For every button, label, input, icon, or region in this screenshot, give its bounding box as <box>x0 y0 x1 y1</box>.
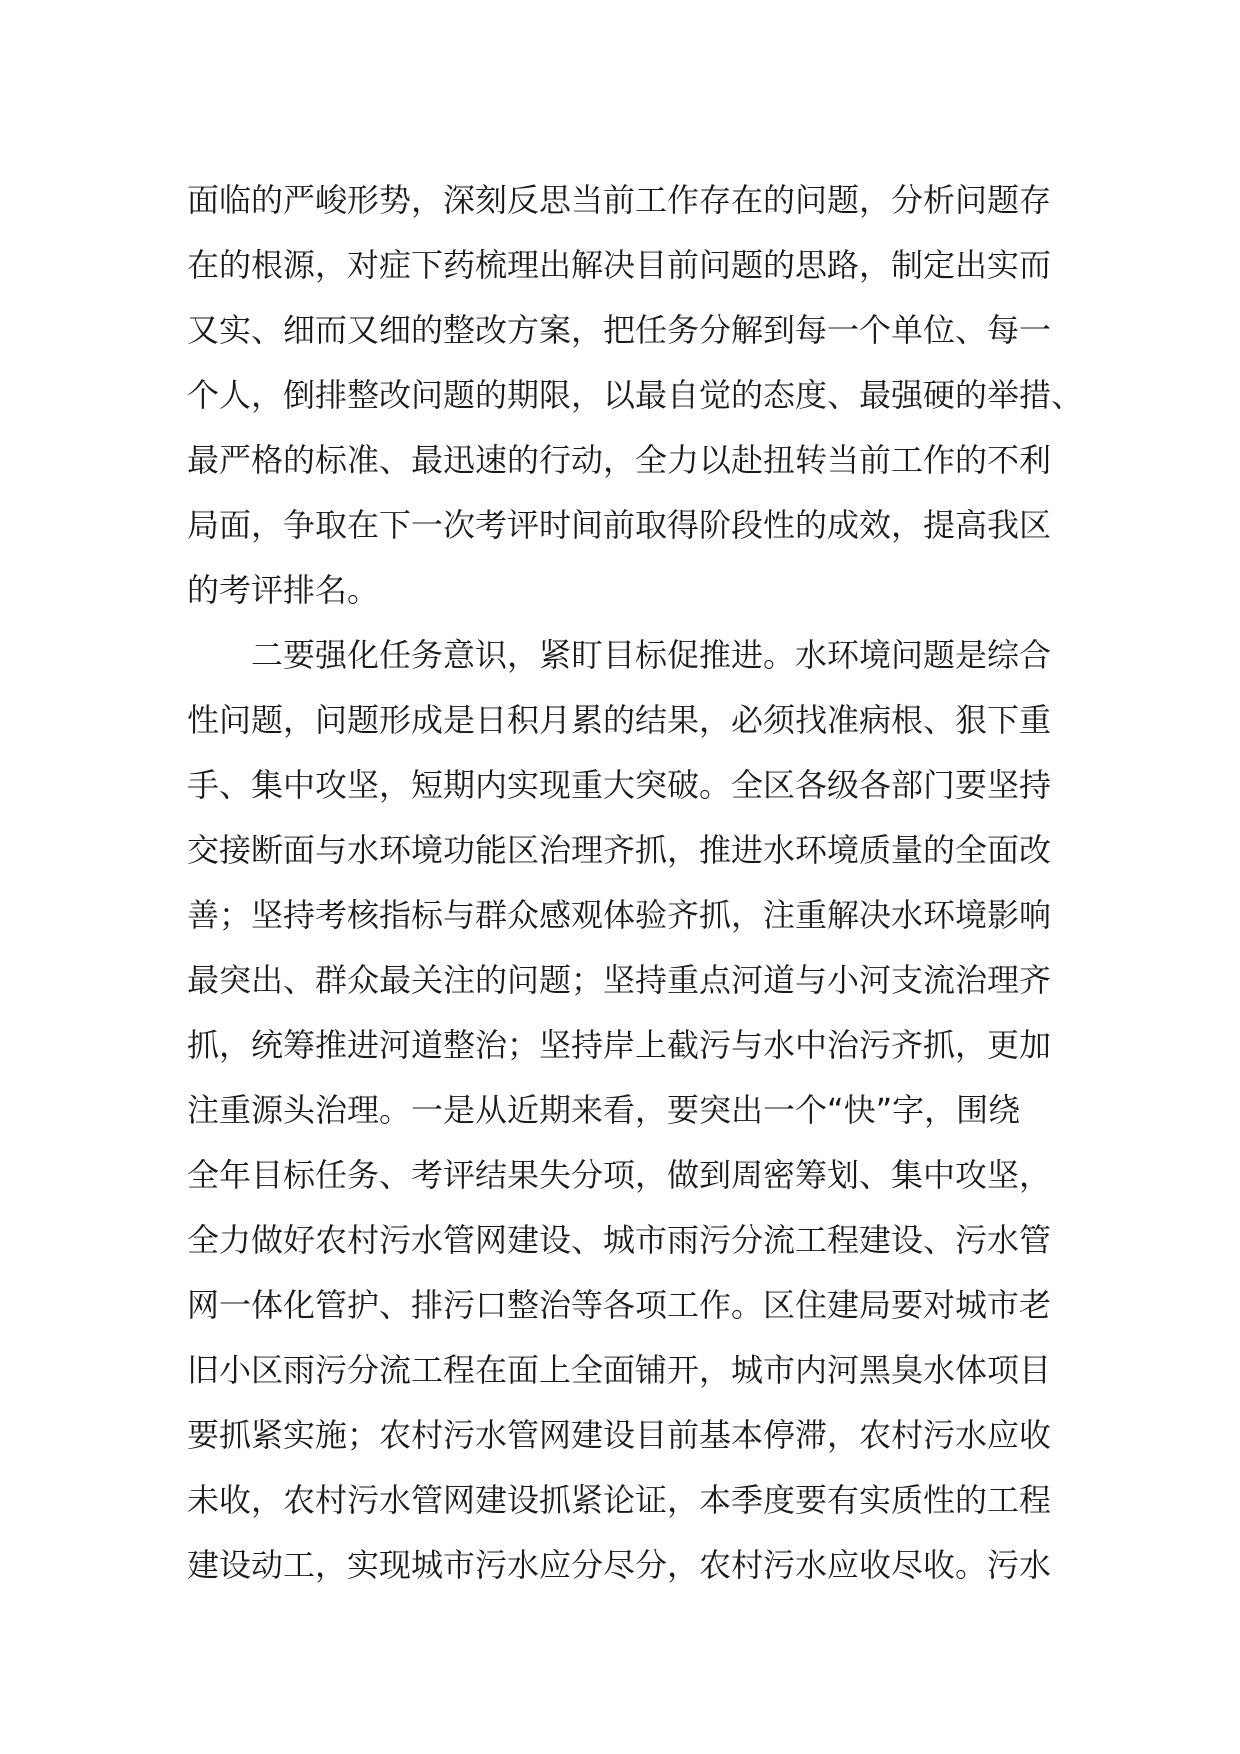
text-line: 注重源头治理。一是从近期来看，要突出一个“快”字，围绕 <box>187 1091 1021 1129</box>
text-line: 个人，倒排整改问题的期限，以最自觉的态度、最强硬的举措、 <box>187 376 1084 414</box>
text-line: 未收，农村污水管网建设抓紧论证，本季度要有实质性的工程 <box>187 1481 1052 1519</box>
text-line: 全力做好农村污水管网建设、城市雨污分流工程建设、污水管 <box>187 1221 1052 1259</box>
text-line: 要抓紧实施；农村污水管网建设目前基本停滞，农村污水应收 <box>187 1416 1052 1454</box>
text-line: 全年目标任务、考评结果失分项，做到周密筹划、集中攻坚， <box>187 1156 1052 1194</box>
text-line: 抓，统筹推进河道整治；坚持岸上截污与水中治污齐抓，更加 <box>187 1026 1052 1064</box>
body-text <box>187 168 1084 1598</box>
text-line: 局面，争取在下一次考评时间前取得阶段性的成效，提高我区 <box>187 506 1052 544</box>
text-line: 在的根源，对症下药梳理出解决目前问题的思路，制定出实而 <box>187 246 1052 284</box>
text-line: 又实、细而又细的整改方案，把任务分解到每一个单位、每一 <box>187 311 1052 349</box>
text-line: 旧小区雨污分流工程在面上全面铺开，城市内河黑臭水体项目 <box>187 1351 1052 1389</box>
text-line: 二要强化任务意识，紧盯目标促推进。水环境问题是综合 <box>251 636 1052 674</box>
text-line: 建设动工，实现城市污水应分尽分，农村污水应收尽收。污水 <box>187 1546 1052 1584</box>
paragraph-1 <box>187 168 1084 623</box>
text-line: 面临的严峻形势，深刻反思当前工作存在的问题，分析问题存 <box>187 181 1052 219</box>
paragraph-2 <box>187 623 1067 1598</box>
text-line: 最严格的标准、最迅速的行动，全力以赴扭转当前工作的不利 <box>187 441 1052 479</box>
text-line: 网一体化管护、排污口整治等各项工作。区住建局要对城市老 <box>187 1286 1052 1324</box>
text-line: 手、集中攻坚，短期内实现重大突破。全区各级各部门要坚持 <box>187 766 1052 804</box>
text-line: 性问题，问题形成是日积月累的结果，必须找准病根、狠下重 <box>187 701 1052 739</box>
text-line: 最突出、群众最关注的问题；坚持重点河道与小河支流治理齐 <box>187 961 1052 999</box>
text-line: 善；坚持考核指标与群众感观体验齐抓，注重解决水环境影响 <box>187 896 1052 934</box>
text-line: 交接断面与水环境功能区治理齐抓，推进水环境质量的全面改 <box>187 831 1052 869</box>
text-line: 的考评排名。 <box>187 571 380 609</box>
